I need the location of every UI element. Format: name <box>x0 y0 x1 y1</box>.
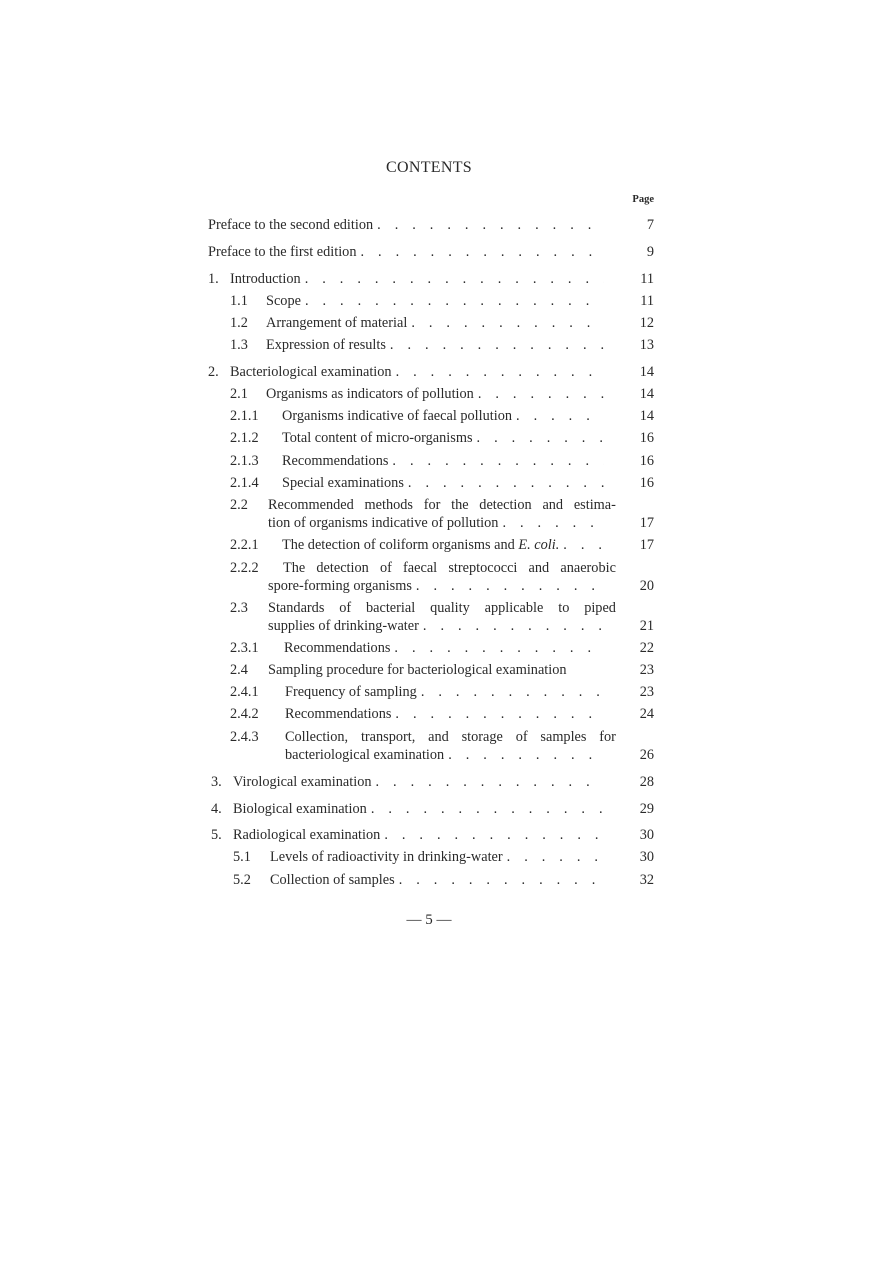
toc-page-number: 30 <box>639 849 654 865</box>
toc-leader <box>444 746 604 764</box>
toc-entry-title: Recommendations <box>284 640 391 656</box>
toc-leader <box>301 292 604 310</box>
toc-leader <box>380 826 604 844</box>
toc-leader <box>356 243 604 261</box>
toc-entry-number: 2.3 <box>230 600 248 616</box>
toc-page-number: 11 <box>640 271 654 287</box>
toc-page-number: 20 <box>639 578 654 594</box>
toc-entry-title: Collection of samples <box>270 872 395 888</box>
toc-entry-number: 2.4.1 <box>230 684 259 700</box>
toc-page-number: 24 <box>639 706 654 722</box>
toc-page-number: 17 <box>639 515 654 531</box>
toc-entry-number: 2.2.1 <box>230 537 259 553</box>
toc-entry-title: Recommendations <box>282 453 389 469</box>
toc-entry-title: Scope <box>266 293 301 309</box>
toc-leader <box>373 216 604 234</box>
toc-entry-number: 2.1.3 <box>230 453 259 469</box>
toc-entry-title: Organisms indicative of faecal pollution <box>282 408 513 424</box>
toc-entry-number: 2.1.4 <box>230 475 259 491</box>
word: The <box>283 560 306 576</box>
word: and <box>528 560 550 576</box>
toc-page-number: 30 <box>639 827 654 843</box>
toc-leader <box>417 683 604 701</box>
page-footer: — 5 — <box>406 912 452 928</box>
word: storage <box>461 729 503 745</box>
toc-entry-title-line2: bacteriological examination <box>285 747 445 763</box>
toc-leader <box>372 773 605 791</box>
toc-entry-number: 5.1 <box>233 849 251 865</box>
toc-entry-number: 5. <box>211 827 222 843</box>
toc-entry-number: 2.3.1 <box>230 640 259 656</box>
toc-leader <box>390 639 604 657</box>
toc-leader <box>512 407 604 425</box>
toc-entry-title: Arrangement of material <box>266 315 408 331</box>
word: streptococci <box>448 560 518 576</box>
word: of <box>339 600 352 616</box>
toc-entry-number: 2.4.2 <box>230 706 259 722</box>
word: Recommended <box>268 497 354 513</box>
toc-page-number: 23 <box>639 684 654 700</box>
toc-page-number: 16 <box>639 453 654 469</box>
toc-entry-title: Biological examination <box>233 801 367 817</box>
word: estima- <box>573 497 616 513</box>
toc-entry-title: Expression of results <box>266 337 386 353</box>
toc-leader <box>404 474 604 492</box>
toc-leader <box>395 871 604 889</box>
toc-entry-title: Sampling procedure for bacteriological examination <box>268 662 567 678</box>
toc-entry-number: 4. <box>211 801 222 817</box>
word: quality <box>430 600 470 616</box>
word: of <box>379 560 392 576</box>
toc-leader <box>392 363 604 381</box>
toc-entry-number: 1.1 <box>230 293 248 309</box>
toc-entry-title: Preface to the first edition <box>208 244 357 260</box>
toc-page-number: 14 <box>639 386 654 402</box>
word: Standards <box>268 600 325 616</box>
toc-entry-title-line1 <box>268 496 616 514</box>
toc-page-number: 9 <box>646 244 654 260</box>
toc-entry-number: 2.4.3 <box>230 729 259 745</box>
word: and <box>542 497 564 513</box>
word: for <box>423 497 441 513</box>
word: anaerobic <box>560 560 616 576</box>
word: the <box>451 497 469 513</box>
toc-leader <box>388 452 604 470</box>
toc-leader <box>559 536 610 554</box>
toc-entry-title: The detection of coliform organisms and <box>282 537 515 553</box>
toc-page-number: 29 <box>639 801 654 817</box>
toc-entry-title-text <box>268 599 616 617</box>
toc-page-number: 7 <box>646 217 654 233</box>
toc-entry-title: Recommendations <box>285 706 392 722</box>
word: applicable <box>484 600 544 616</box>
toc-entry-number: 1.2 <box>230 315 248 331</box>
toc-entry-number: 3. <box>211 774 222 790</box>
word: and <box>428 729 449 745</box>
toc-entry-title-line2: supplies of drinking-water <box>268 618 419 634</box>
toc-page-number: 13 <box>639 337 654 353</box>
toc-entry-number: 2.4 <box>230 662 248 678</box>
word: faecal <box>403 560 438 576</box>
toc-page-number: 23 <box>639 662 654 678</box>
toc-entry-title-italic: E. coli. <box>518 537 560 553</box>
toc-entry-number: 2.2.2 <box>230 560 259 576</box>
word: detection <box>479 497 532 513</box>
toc-leader <box>498 514 604 532</box>
toc-entry-title: Bacteriological examination <box>230 364 392 380</box>
toc-entry-title: Radiological examination <box>233 827 381 843</box>
toc-page-number: 14 <box>639 408 654 424</box>
toc-leader <box>386 336 604 354</box>
toc-page-number: 26 <box>639 747 654 763</box>
toc-entry-number: 2.2 <box>230 497 248 513</box>
toc-entry-title: Total content of micro-organisms <box>282 430 473 446</box>
toc-leader <box>407 314 604 332</box>
toc-entry-number: 2.1.1 <box>230 408 259 424</box>
toc-entry-title: Special examinations <box>282 475 404 491</box>
word: detection <box>316 560 369 576</box>
word: of <box>515 729 528 745</box>
toc-entry-title-line2: tion of organisms indicative of pollution <box>268 515 499 531</box>
word: to <box>558 600 570 616</box>
toc-page-number: 22 <box>639 640 654 656</box>
toc-page-number: 21 <box>639 618 654 634</box>
toc-entry-title-line1 <box>285 728 616 746</box>
toc-leader <box>301 270 604 288</box>
toc-leader <box>367 800 604 818</box>
word: methods <box>364 497 413 513</box>
toc-entry-title-line1 <box>283 559 616 577</box>
toc-entry-title: Virological examination <box>233 774 372 790</box>
toc-entry-title-text <box>268 496 616 514</box>
toc-leader <box>391 705 604 723</box>
word: samples <box>540 729 587 745</box>
word: for <box>599 729 616 745</box>
toc-entry-number: 2.1 <box>230 386 248 402</box>
toc-leader <box>412 577 604 595</box>
toc-page-number: 16 <box>639 430 654 446</box>
toc-leader <box>503 848 604 866</box>
toc-entry-title-text <box>285 728 616 746</box>
toc-entry-title-text <box>283 559 616 577</box>
toc-page-number: 12 <box>639 315 654 331</box>
toc-page-number: 32 <box>639 872 654 888</box>
toc-page-number: 17 <box>639 537 654 553</box>
word: Collection, <box>285 729 349 745</box>
toc-page-number: 11 <box>640 293 654 309</box>
toc-entry-title-line2: spore-forming organisms <box>268 578 412 594</box>
toc-leader <box>419 617 604 635</box>
toc-entry-number: 2. <box>208 364 219 380</box>
toc-entry-number: 5.2 <box>233 872 251 888</box>
toc-leader <box>473 429 604 447</box>
page-column-header: Page <box>632 194 654 205</box>
page-title: CONTENTS <box>386 159 472 176</box>
toc-page-number: 14 <box>639 364 654 380</box>
toc-leader <box>474 385 604 403</box>
word: bacterial <box>366 600 416 616</box>
toc-entry-title: Organisms as indicators of pollution <box>266 386 474 402</box>
toc-entry-number: 2.1.2 <box>230 430 259 446</box>
toc-entry-number: 1.3 <box>230 337 248 353</box>
toc-page-number: 28 <box>639 774 654 790</box>
toc-entry-title: Levels of radioactivity in drinking-water <box>270 849 503 865</box>
toc-page-number: 16 <box>639 475 654 491</box>
toc-entry-title: Preface to the second edition <box>208 217 374 233</box>
toc-entry-title: Introduction <box>230 271 301 287</box>
word: transport, <box>360 729 416 745</box>
word: piped <box>584 600 616 616</box>
toc-entry-title: Frequency of sampling <box>285 684 417 700</box>
toc-entry-number: 1. <box>208 271 219 287</box>
toc-entry-title-line1 <box>268 599 616 617</box>
